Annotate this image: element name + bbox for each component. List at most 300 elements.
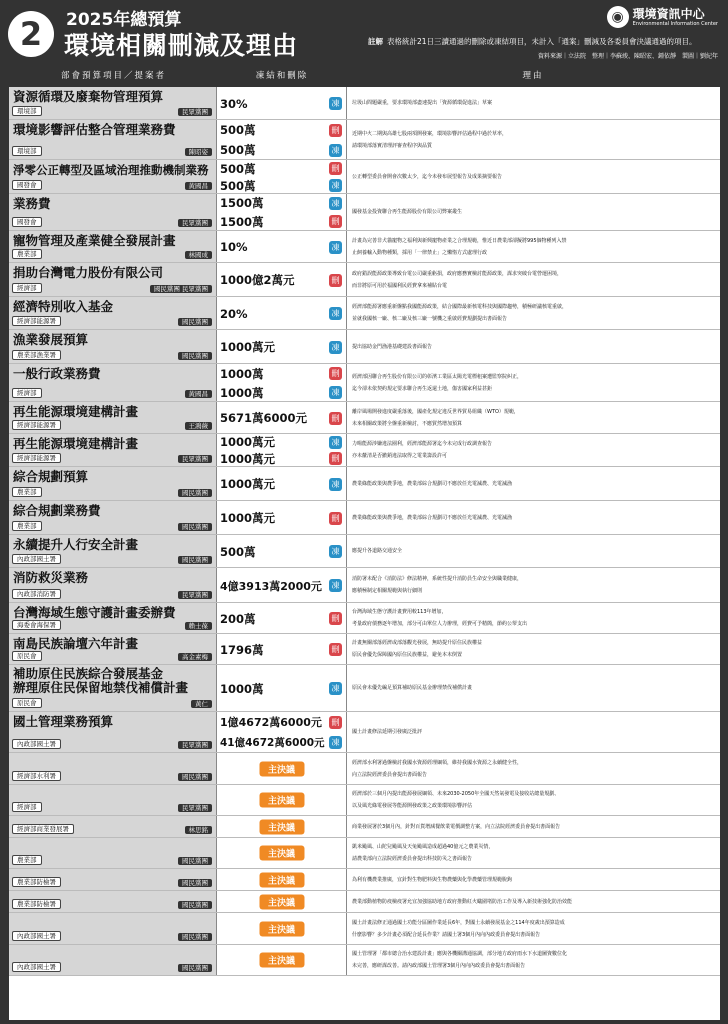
reason-cell [347, 634, 720, 664]
amount-cell [217, 634, 347, 664]
budget-item-name: 捐助台灣電力股份有限公司 [13, 265, 164, 280]
proposer-badge: 國民黨團 [178, 901, 212, 909]
amount-entry [217, 434, 346, 451]
amount-entry [217, 177, 346, 194]
agency-badge: 農業部漁業署 [12, 350, 61, 360]
agency-badge: 海委會海保署 [12, 620, 61, 630]
amount-cell [217, 753, 347, 784]
reason-line: 消防署未配合《消防法》修法精神，系統性提升消防員生命安全與職業健康， [352, 576, 523, 582]
table-row [9, 434, 720, 467]
proposer-badge: 國民黨團 [178, 318, 212, 326]
item-cell [9, 603, 217, 633]
item-cell [9, 568, 217, 602]
amount-cell [217, 913, 347, 944]
cut-badge: 刪 [329, 412, 342, 425]
reason-line: 而非將原可用於福國利民經費拿來補貼台電 [352, 282, 448, 289]
reason-cell [347, 712, 720, 752]
amount-value: 5671萬6000元 [220, 411, 308, 425]
proposer-badge: 林國成 [185, 251, 213, 259]
amount-entry [217, 665, 346, 712]
reason-cell [347, 501, 720, 534]
table-row [9, 665, 720, 712]
reason-line: 農業綠能政策與農爭地，農業部綜合規劃司不應放任光電滅農、光電滅漁 [352, 480, 513, 487]
table-header [9, 66, 720, 87]
reason-cell [347, 402, 720, 433]
agency-badge: 內政部國土署 [12, 554, 61, 564]
table-row [9, 535, 720, 568]
proposer-badge: 民眾黨團 [178, 108, 212, 116]
reason-cell [347, 568, 720, 602]
resolution-badge: 主決議 [259, 819, 304, 834]
column-header-amount: 凍結和刪除 [255, 71, 309, 81]
agency-badge: 內政部國土署 [12, 931, 61, 941]
table-row [9, 87, 720, 120]
item-cell [9, 785, 217, 815]
footnote-label: 註解 [368, 37, 383, 46]
amount-value: 30% [220, 96, 248, 111]
reason-line: 應積極制定相關規範與執行細則 [352, 588, 423, 594]
table-row [9, 891, 720, 913]
cut-badge: 刪 [329, 162, 342, 175]
amount-entry [217, 120, 346, 140]
amount-value: 4億3913萬2000元 [220, 579, 322, 593]
amount-value: 1000萬 [220, 366, 264, 381]
resolution-badge: 主決議 [259, 953, 304, 968]
reason-cell [347, 816, 720, 837]
item-cell [9, 87, 217, 119]
agency-badge: 國發會 [12, 180, 42, 190]
table-row [9, 816, 720, 838]
item-cell [9, 535, 217, 567]
reason-line: 原民會未優先編足預算補助原民基金辦理禁伐補償計畫 [352, 685, 473, 691]
item-cell [9, 945, 217, 975]
item-cell [9, 753, 217, 784]
item-cell [9, 263, 217, 296]
proposer-badge: 民眾黨團 [178, 804, 212, 812]
item-cell [9, 194, 217, 230]
reason-line: 以及風光綠電發展等能源開發政策之政策環境影響評估 [352, 803, 473, 809]
proposer-badge: 王鴻薇 [185, 422, 213, 430]
cut-badge: 刪 [329, 124, 342, 137]
amount-entry [217, 231, 346, 263]
reason-cell [347, 467, 720, 500]
agency-badge: 農業部 [12, 487, 42, 497]
item-cell [9, 231, 217, 262]
agency-badge: 農業部防檢署 [12, 877, 61, 887]
proposer-badge: 國民黨團 [178, 879, 212, 887]
reason-cell [347, 364, 720, 401]
reason-line: 提出協助金門漁港基礎建設書面報告 [352, 343, 433, 350]
agency-badge: 經濟部水利署 [12, 771, 61, 781]
budget-item-name: 綜合規劃預算 [13, 469, 89, 484]
amount-entry [217, 263, 346, 297]
reason-line: 計畫為完善非犬貓寵物之福利與新興寵物產業之合理規範，惟近日農業部卻擬將995個物種列入禁 [352, 237, 567, 244]
budget-item-name: 寵物管理及產業健全發展計畫 [13, 233, 176, 248]
reason-line: 應提升各道路交通安全 [352, 548, 403, 554]
cut-badge: 刪 [329, 643, 342, 656]
agency-badge: 原民會 [12, 698, 42, 708]
reason-line: 國發基金投資聯合再生能源股份有限公司弊案叢生 [352, 209, 463, 215]
table-row [9, 231, 720, 263]
budget-item-name: 漁業發展預算 [13, 332, 89, 347]
agency-badge: 內政部國土署 [12, 962, 61, 972]
reason-cell [347, 194, 720, 230]
table-row [9, 330, 720, 364]
amount-value: 200萬 [220, 611, 256, 626]
item-cell [9, 634, 217, 664]
item-cell [9, 330, 217, 363]
item-cell [9, 467, 217, 500]
proposer-badge: 國民黨團 [178, 556, 212, 564]
freeze-badge: 凍 [329, 478, 342, 491]
proposer-badge: 民眾黨團 [178, 741, 212, 749]
amount-value: 10% [220, 240, 248, 254]
budget-item-name: 綜合規劃業務費 [13, 503, 101, 518]
amount-value: 500萬 [220, 161, 256, 176]
agency-badge: 經濟部商業發展署 [12, 824, 74, 834]
header [0, 0, 728, 66]
proposer-badge: 民眾黨團 [178, 455, 212, 463]
amount-value: 1796萬 [220, 642, 264, 657]
page-title: 環境相關刪減及理由 [64, 31, 299, 60]
table-row [9, 297, 720, 330]
logo-name: 環境資訊中心 [632, 6, 705, 21]
footnote [368, 37, 697, 47]
section-number: 2 [8, 11, 54, 57]
amount-cell [217, 785, 347, 815]
amount-entry [217, 634, 346, 665]
proposer-badge: 國民黨團 [178, 964, 212, 972]
budget-item-name: 業務費 [13, 196, 51, 211]
amount-entry [217, 330, 346, 364]
item-cell [9, 501, 217, 534]
budget-item-name: 淨零公正轉型及區域治理推動機制業務 [13, 163, 209, 177]
item-cell [9, 364, 217, 401]
credits: 資料來源｜立法院 整理｜李蘇竣、陳昭宏、鍾依靜 製圖｜劉紀年 [537, 53, 718, 60]
table-row [9, 869, 720, 891]
title-year: 2025年總預算 [66, 10, 182, 30]
amount-cell [217, 364, 347, 401]
amount-value: 1000萬元 [220, 477, 276, 491]
footnote-text: 表格統計21日三讀通過的刪除或凍結項目，未計入「通案」刪減及各委員會決議通過的項目。 [387, 37, 697, 46]
table-row [9, 402, 720, 434]
table-row [9, 838, 720, 869]
amount-cell [217, 402, 347, 433]
reason-cell [347, 785, 720, 815]
reason-line: 台灣海域生態守護計畫費用較113年增加， [352, 609, 447, 615]
agency-badge: 經濟部能源署 [12, 453, 61, 463]
amount-entry [217, 383, 346, 402]
freeze-badge: 凍 [329, 197, 342, 210]
agency-badge: 經濟部能源署 [12, 316, 61, 326]
budget-item-name: 永續提升人行安全計畫 [13, 537, 139, 552]
amount-value: 1000萬元 [220, 340, 276, 354]
agency-badge: 經濟部能源署 [12, 420, 61, 430]
amount-entry [217, 467, 346, 501]
amount-cell [217, 869, 347, 890]
item-cell [9, 891, 217, 912]
amount-cell [217, 297, 347, 329]
reason-line: 迄今卻未依契約規定要求聯合再生返還土地，傷害國家利益甚鉅 [352, 385, 493, 392]
budget-item-name: 資源循環及廢棄物管理預算 [13, 89, 164, 104]
resolution-badge: 主決議 [259, 921, 304, 936]
resolution-badge: 主決議 [259, 761, 304, 776]
item-cell [9, 434, 217, 466]
proposer-badge: 賴士葆 [185, 622, 213, 630]
reason-line: 經濟部因聯合再生股份有限公司的彰濱工業區太陽光電標租案遭監察院糾正， [352, 373, 523, 380]
reason-cell [347, 665, 720, 711]
budget-item-name: 一般行政業務費 [13, 366, 101, 381]
table-row [9, 712, 720, 753]
agency-badge: 環境部 [12, 146, 42, 156]
item-cell [9, 665, 217, 711]
table-row [9, 945, 720, 976]
column-header-item: 部會預算項目／提案者 [60, 71, 166, 81]
amount-entry [217, 733, 346, 754]
proposer-badge: 國民黨團 民眾黨團 [150, 285, 212, 293]
freeze-badge: 凍 [329, 179, 342, 192]
proposer-badge: 陳昭姿 [185, 148, 213, 156]
amount-entry [217, 87, 346, 120]
freeze-badge: 凍 [329, 241, 342, 254]
amount-cell [217, 330, 347, 363]
proposer-badge: 國民黨團 [178, 352, 212, 360]
reason-cell [347, 231, 720, 262]
reason-line: 凱米颱風、山陀兒颱風及天兔颱風造成超過40億元之農業災情， [352, 844, 494, 850]
reason-line: 離岸風場開發進度嚴重落後，國產化規定違反世界貿易組織（WTO）規範， [352, 408, 519, 415]
reason-line: 政府錯誤能源政策導致台電公司嚴重虧損，政府應務實檢討能源政策，謀求突破台電營運困境， [352, 270, 563, 277]
item-cell [9, 402, 217, 433]
reason-line: 並就我國核一廠、核二廠及核三廠一號機之重啟經費規劃提出書面報告 [352, 316, 508, 322]
resolution-badge: 主決議 [259, 894, 304, 909]
freeze-badge: 凍 [329, 736, 342, 749]
amount-cell [217, 945, 347, 975]
amount-cell [217, 194, 347, 230]
freeze-badge: 凍 [329, 579, 342, 592]
amount-value: 500萬 [220, 544, 256, 559]
amount-entry [217, 194, 346, 213]
amount-entry [217, 451, 346, 468]
reason-line: 亦未釐清是否撤銷違法取得之電業籌設許可 [352, 453, 448, 459]
freeze-badge: 凍 [329, 545, 342, 558]
logo [607, 6, 718, 28]
amount-cell [217, 712, 347, 752]
table-row [9, 467, 720, 501]
amount-entry [217, 140, 346, 160]
budget-item-name: 補助原住民族綜合發展基金 辦理原住民保留地禁伐補償計畫 [13, 666, 189, 695]
freeze-badge: 凍 [329, 97, 342, 110]
amount-cell [217, 87, 347, 119]
proposer-badge: 國民黨團 [178, 933, 212, 941]
amount-value: 500萬 [220, 178, 256, 193]
amount-entry [217, 535, 346, 568]
reason-cell [347, 160, 720, 193]
proposer-badge: 林思銘 [185, 826, 213, 834]
reason-line: 為利有機農業推廣，宜針對生物肥料與生物農藥與化學農藥管理規範脫鉤 [352, 876, 513, 883]
item-cell [9, 297, 217, 329]
reason-line: 垃圾山問題嚴重，要求環境部盡速提出「資源循環促進法」草案 [352, 100, 493, 106]
proposer-badge: 國民黨團 [178, 523, 212, 531]
reason-cell [347, 913, 720, 944]
amount-cell [217, 665, 347, 711]
amount-cell [217, 568, 347, 602]
reason-cell [347, 753, 720, 784]
reason-line: 請環境部落實清理評審查程序與品質 [352, 142, 433, 149]
reason-line: 商業發展署於3個月內，針對百貨增減餐飲業電價調整方案，向立法院經濟委員會提出書面報告 [352, 823, 561, 830]
budget-item-name: 再生能源環境建構計畫 [13, 436, 139, 451]
amount-entry [217, 603, 346, 634]
agency-badge: 內政部國土署 [12, 739, 61, 749]
amount-value: 500萬 [220, 143, 256, 157]
reason-line: 向立法院經濟委員會提出書面報告 [352, 771, 428, 778]
budget-item-name: 南島民族論壇六年計畫 [13, 636, 139, 651]
resolution-badge: 主決議 [259, 846, 304, 861]
reason-line: 原民會優先保障國內原住民族權益，避免本末倒置 [352, 652, 463, 658]
amount-entry [217, 297, 346, 330]
budget-item-name: 經濟特別收入基金 [13, 299, 114, 314]
amount-value: 41億4672萬6000元 [220, 737, 325, 750]
amount-cell [217, 263, 347, 296]
reason-line: 公正轉型委員會開會次數太少，迄今未發布展望報告及成果摘要報告 [352, 173, 503, 180]
reason-cell [347, 603, 720, 633]
reason-line: 未完善，應研謀改善。請內政部國土管理署3個月內向內政委員會提出書面報告 [352, 963, 526, 969]
amount-cell [217, 603, 347, 633]
cut-badge: 刪 [329, 512, 342, 525]
reason-line: 計畫無關部落經濟或部落觀光發展，無助提升原住民族權益 [352, 640, 483, 646]
agency-badge: 農業部 [12, 521, 42, 531]
resolution-badge: 主決議 [259, 872, 304, 887]
table-row [9, 364, 720, 402]
table-row [9, 160, 720, 194]
cut-badge: 刪 [329, 612, 342, 625]
amount-cell [217, 816, 347, 837]
reason-cell [347, 263, 720, 296]
reason-line: 國土計畫修法延期引發廣泛批評 [352, 729, 423, 735]
reason-line: 近期中火二期與高雄七股兩項開發案，環境影響評估過程中過於草率， [352, 130, 508, 137]
reason-line: 國土管理署「都市總合治水建設計畫」應與各機關溝通協調，部分地方政府雨水下水道圖資數位化 [352, 951, 568, 957]
agency-badge: 經濟部 [12, 388, 42, 398]
amount-cell [217, 434, 347, 466]
amount-value: 1000萬元 [220, 511, 276, 525]
amount-value: 20% [220, 306, 248, 321]
amount-cell [217, 231, 347, 262]
table-row [9, 263, 720, 297]
freeze-badge: 凍 [329, 341, 342, 354]
table-row [9, 785, 720, 816]
reason-line: 經濟部於三個月內提出能源發展綱領、未來2030-2050年全國天然氣發電及接收站總量規劃、 [352, 791, 560, 797]
reason-line: 請農業部向立法院經濟委員會提出科技防災之書面報告 [352, 856, 473, 862]
cut-badge: 刪 [329, 274, 342, 287]
reason-line: 農業綠能政策與農爭地，農業部綜合規劃司不應放任光電滅農、光電滅漁 [352, 514, 513, 521]
table-row [9, 501, 720, 535]
table-row [9, 120, 720, 160]
amount-cell [217, 160, 347, 193]
proposer-badge: 黃國昌 [185, 390, 213, 398]
amount-entry [217, 568, 346, 603]
amount-cell [217, 838, 347, 868]
item-cell [9, 120, 217, 159]
table-row [9, 603, 720, 634]
column-header-reason: 理由 [522, 71, 544, 81]
reason-cell [347, 535, 720, 567]
item-cell [9, 816, 217, 837]
amount-cell [217, 891, 347, 912]
proposer-badge: 高金素梅 [178, 653, 212, 661]
reason-cell [347, 434, 720, 466]
proposer-badge: 國民黨團 [178, 489, 212, 497]
agency-badge: 農業部 [12, 249, 42, 259]
budget-item-name: 國土管理業務預算 [13, 714, 114, 729]
amount-entry [217, 364, 346, 383]
logo-english-name: Environmental Information Center [632, 20, 718, 27]
budget-item-name: 環境影響評估整合管理業務費 [13, 122, 176, 137]
reason-cell [347, 869, 720, 890]
item-cell [9, 869, 217, 890]
agency-badge: 內政部消防署 [12, 589, 61, 599]
amount-value: 500萬 [220, 123, 256, 137]
amount-value: 1500萬 [220, 214, 264, 229]
agency-badge: 農業部防檢署 [12, 899, 61, 909]
reason-line: 力暘能源涉嫌違法圈利，經濟部能源署迄今未完成行政調查報告 [352, 441, 493, 447]
globe-icon: ◉ [607, 6, 629, 28]
agency-badge: 經濟部 [12, 283, 42, 293]
reason-line: 考量政府債務逐年增加，部分可由單位人力辦理，經費可予精簡，節約公帑支出 [352, 621, 528, 627]
amount-entry [217, 501, 346, 535]
amount-value: 1000萬 [220, 681, 264, 696]
reason-line: 經濟部能源署應重新盤點我國能源政策，結合國際最新核電科技與國際趨勢，積極研議核電重啟， [352, 304, 568, 310]
amount-value: 1000萬元 [220, 435, 276, 450]
reason-cell [347, 297, 720, 329]
reason-line: 國土計畫法修正通過國土功能分區圖作業延長6年，對國土永續發展基金之114年度歲出預算造成 [352, 919, 565, 926]
reason-cell [347, 891, 720, 912]
reason-line: 止飼養輸入動物種類，採用「一律禁止」之懶惰方式處理行政 [352, 249, 488, 256]
agency-badge: 農業部 [12, 855, 42, 865]
item-cell [9, 712, 217, 752]
item-cell [9, 838, 217, 868]
amount-entry [217, 160, 346, 177]
budget-item-name: 消防救災業務 [13, 570, 89, 585]
cut-badge: 刪 [329, 716, 342, 729]
amount-value: 1000萬 [220, 385, 264, 400]
amount-value: 1億4672萬6000元 [220, 716, 322, 730]
cut-badge: 刪 [329, 367, 342, 380]
cut-badge: 刪 [329, 215, 342, 228]
item-cell [9, 913, 217, 944]
table-row [9, 568, 720, 603]
reason-line: 經濟部水利署過盤檢討我國水資源經理綱領，維持我國水資源之永續健全性， [352, 759, 523, 766]
freeze-badge: 凍 [329, 144, 342, 157]
reason-line: 農業部動植物防疫檢疫署允宜加強協助地方政府推動紅火蟻圍堵防治工作及導入新技術強化防治效能 [352, 898, 573, 905]
agency-badge: 經濟部 [12, 802, 42, 812]
amount-entry [217, 213, 346, 232]
reason-cell [347, 330, 720, 363]
reason-cell [347, 87, 720, 119]
item-cell [9, 160, 217, 193]
cut-badge: 刪 [329, 452, 342, 465]
freeze-badge: 凍 [329, 436, 342, 449]
amount-entry [217, 712, 346, 733]
budget-item-name: 再生能源環境建構計畫 [13, 404, 139, 419]
amount-cell [217, 467, 347, 500]
resolution-badge: 主決議 [259, 793, 304, 808]
agency-badge: 環境部 [12, 106, 42, 116]
proposer-badge: 黃仁 [191, 700, 212, 708]
reason-line: 什麼影響？多少計畫必須配合延長作業？請國土署3個月內向內政委員會提出書面報告 [352, 931, 541, 938]
amount-cell [217, 120, 347, 159]
amount-entry [217, 402, 346, 434]
table-row [9, 634, 720, 665]
reason-cell [347, 838, 720, 868]
